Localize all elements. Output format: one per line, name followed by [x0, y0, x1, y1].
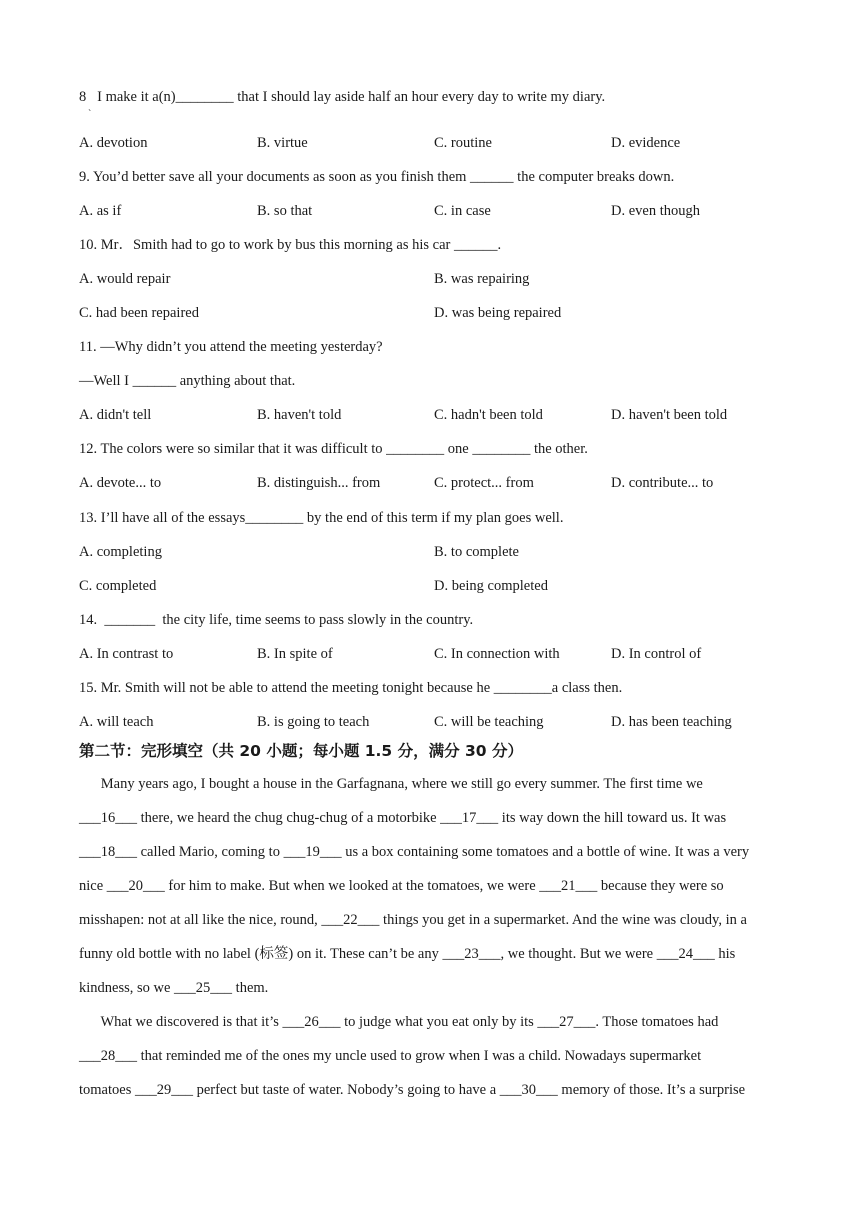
q13-option-d: D. being completed [434, 578, 548, 594]
passage-line-8: What we discovered is that it’s ___26___ to judge what you eat only by its ___27___. Those tomatoes had [79, 1014, 719, 1030]
q12-option-c: C. protect... from [434, 475, 534, 491]
q13-option-c: C. completed [79, 578, 157, 594]
q14-option-b: B. In spite of [257, 646, 333, 662]
question-11-stem: 11. —Why didn’t you attend the meeting yesterday? [79, 339, 383, 355]
q11-option-a: A. didn't tell [79, 407, 152, 423]
question-8-stem: 8 I make it a(n)________ that I should lay aside half an hour every day to write my diary. [79, 89, 606, 105]
question-14-stem: 14. _______ the city life, time seems to pass slowly in the country. [79, 612, 474, 628]
q9-option-a: A. as if [79, 203, 122, 219]
passage-line-9: ___28___ that reminded me of the ones my uncle used to grow when I was a child. Nowadays supermarket [79, 1048, 702, 1064]
question-15-stem: 15. Mr. Smith will not be able to attend the meeting tonight because he ________a class then. [79, 680, 623, 696]
q10-option-a: A. would repair [79, 271, 171, 287]
q9-option-d: D. even though [611, 203, 700, 219]
section-2-heading: 第二节：完形填空（共 20 小题；每小题 1.5 分，满分 30 分） [79, 742, 523, 760]
passage-line-7: kindness, so we ___25___ them. [79, 980, 269, 996]
passage-line-10: tomatoes ___29___ perfect but taste of water. Nobody’s going to have a ___30___ memory of those. It’s a surprise [79, 1082, 746, 1098]
passage-line-1: Many years ago, I bought a house in the Garfagnana, where we still go every summer. The first time we [79, 776, 703, 792]
q14-option-a: A. In contrast to [79, 646, 174, 662]
q12-option-b: B. distinguish... from [257, 475, 381, 491]
q12-option-d: D. contribute... to [611, 475, 714, 491]
q15-option-b: B. is going to teach [257, 714, 370, 730]
q9-option-b: B. so that [257, 203, 313, 219]
question-13-stem: 13. I’ll have all of the essays________ by the end of this term if my plan goes well. [79, 510, 564, 526]
q11-option-b: B. haven't told [257, 407, 342, 423]
q15-option-c: C. will be teaching [434, 714, 544, 730]
q15-option-d: D. has been teaching [611, 714, 732, 730]
q15-option-a: A. will teach [79, 714, 154, 730]
passage-line-2: ___16___ there, we heard the chug chug-chug of a motorbike ___17___ its way down the hill toward us. It was [79, 810, 727, 826]
question-12-stem: 12. The colors were so similar that it was difficult to ________ one ________ the other. [79, 441, 588, 457]
q8-option-c: C. routine [434, 135, 492, 151]
stray-mark: ` [88, 109, 92, 120]
q8-option-d: D. evidence [611, 135, 681, 151]
passage-line-6: funny old bottle with no label (标签) on it. These can’t be any ___23___, we thought. But we were ___24___ his [79, 946, 736, 962]
q11-option-c: C. hadn't been told [434, 407, 543, 423]
question-11-reply: —Well I ______ anything about that. [79, 373, 296, 389]
q10-option-d: D. was being repaired [434, 305, 562, 321]
q13-option-b: B. to complete [434, 544, 519, 560]
passage-line-5: misshapen: not at all like the nice, round, ___22___ things you get in a supermarket. And the wine was cloudy, in a [79, 912, 747, 928]
passage-line-3: ___18___ called Mario, coming to ___19___ us a box containing some tomatoes and a bottle of wine. It was a very [79, 844, 750, 860]
q9-option-c: C. in case [434, 203, 491, 219]
q14-option-c: C. In connection with [434, 646, 560, 662]
question-9-stem: 9. You’d better save all your documents as soon as you finish them ______ the computer breaks down. [79, 169, 675, 185]
q12-option-a: A. devote... to [79, 475, 162, 491]
q8-option-b: B. virtue [257, 135, 308, 151]
q11-option-d: D. haven't been told [611, 407, 728, 423]
q10-option-b: B. was repairing [434, 271, 530, 287]
passage-line-4: nice ___20___ for him to make. But when we looked at the tomatoes, we were ___21___ because they were so [79, 878, 724, 894]
question-10-stem: 10. Mr．Smith had to go to work by bus this morning as his car ______. [79, 237, 502, 253]
q8-option-a: A. devotion [79, 135, 148, 151]
q14-option-d: D. In control of [611, 646, 702, 662]
q10-option-c: C. had been repaired [79, 305, 199, 321]
q13-option-a: A. completing [79, 544, 162, 560]
